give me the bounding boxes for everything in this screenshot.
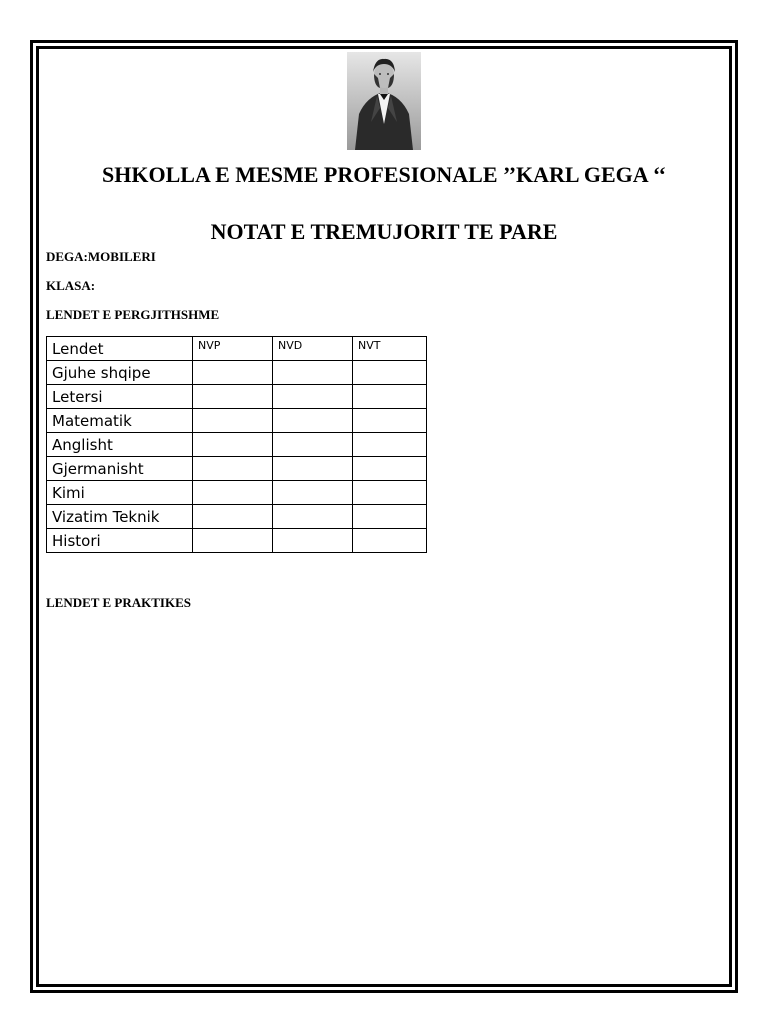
header-nvd: NVD xyxy=(273,337,353,361)
nvd-cell[interactable] xyxy=(273,505,353,529)
table-row xyxy=(47,505,427,529)
header-subject: Lendet xyxy=(47,337,193,361)
nvp-cell[interactable] xyxy=(193,529,273,553)
school-name: SHKOLLA E MESME PROFESIONALE ’’KARL GEGA ‘‘ xyxy=(102,162,666,187)
header-nvp: NVP xyxy=(193,337,273,361)
subject-cell: Gjermanisht xyxy=(47,457,193,481)
nvp-cell[interactable] xyxy=(193,481,273,505)
table-row xyxy=(47,481,427,505)
nvt-cell[interactable] xyxy=(353,481,427,505)
table-row xyxy=(47,361,427,385)
nvd-cell[interactable] xyxy=(273,529,353,553)
nvt-cell[interactable] xyxy=(353,505,427,529)
nvp-cell[interactable] xyxy=(193,385,273,409)
nvd-cell[interactable] xyxy=(273,385,353,409)
nvd-cell[interactable] xyxy=(273,361,353,385)
subject-cell: Histori xyxy=(47,529,193,553)
grades-table xyxy=(46,336,427,553)
department-label: DEGA:MOBILERI xyxy=(46,249,156,264)
table-header-row xyxy=(47,337,427,361)
class-label: KLASA: xyxy=(46,278,96,293)
table-row xyxy=(47,433,427,457)
table-row xyxy=(47,457,427,481)
document-title: NOTAT E TREMUJORIT TE PARE xyxy=(210,219,558,244)
nvt-cell[interactable] xyxy=(353,361,427,385)
practical-subjects-heading: LENDET E PRAKTIKES xyxy=(46,595,191,610)
table-row xyxy=(47,409,427,433)
nvp-cell[interactable] xyxy=(193,361,273,385)
subject-cell: Matematik xyxy=(47,409,193,433)
portrait-image xyxy=(347,52,421,150)
subject-cell: Vizatim Teknik xyxy=(47,505,193,529)
subject-cell: Anglisht xyxy=(47,433,193,457)
general-subjects-heading: LENDET E PERGJITHSHME xyxy=(46,307,220,322)
nvp-cell[interactable] xyxy=(193,505,273,529)
subject-cell: Kimi xyxy=(47,481,193,505)
nvd-cell[interactable] xyxy=(273,457,353,481)
nvt-cell[interactable] xyxy=(353,433,427,457)
table-row xyxy=(47,385,427,409)
nvp-cell[interactable] xyxy=(193,433,273,457)
nvt-cell[interactable] xyxy=(353,529,427,553)
nvt-cell[interactable] xyxy=(353,457,427,481)
nvp-cell[interactable] xyxy=(193,457,273,481)
nvd-cell[interactable] xyxy=(273,433,353,457)
table-row xyxy=(47,529,427,553)
nvt-cell[interactable] xyxy=(353,409,427,433)
header-nvt: NVT xyxy=(353,337,427,361)
nvd-cell[interactable] xyxy=(273,409,353,433)
subject-cell: Letersi xyxy=(47,385,193,409)
nvd-cell[interactable] xyxy=(273,481,353,505)
nvp-cell[interactable] xyxy=(193,409,273,433)
subject-cell: Gjuhe shqipe xyxy=(47,361,193,385)
nvt-cell[interactable] xyxy=(353,385,427,409)
